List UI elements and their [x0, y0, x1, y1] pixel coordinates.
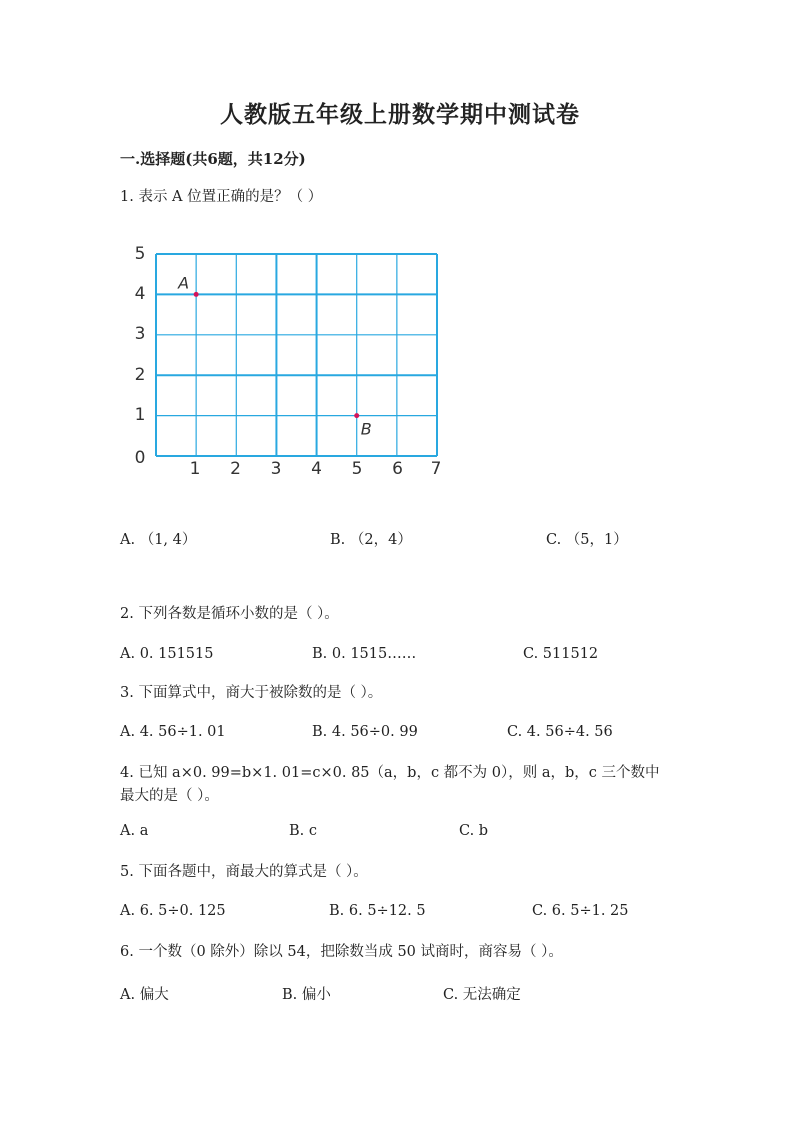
point-b-label: B — [360, 419, 372, 439]
q1-option-b: B. （2，4） — [330, 532, 412, 548]
q3-option-b: B. 4. 56÷0. 99 — [312, 724, 418, 740]
q3-option-c: C. 4. 56÷4. 56 — [507, 724, 613, 740]
x-tick-label: 4 — [311, 459, 322, 478]
question-5: 5. 下面各题中，商最大的算式是（ ）。 — [120, 864, 368, 880]
x-tick-label: 6 — [392, 459, 403, 478]
q4-option-a: A. a — [120, 823, 149, 839]
question-4-line-1: 4. 已知 a×0. 99=b×1. 01=c×0. 85（a，b，c 都不为 0），则 a，b，c 三个数中 — [120, 765, 660, 781]
q4-option-b: B. c — [289, 823, 317, 839]
q2-option-a: A. 0. 151515 — [120, 646, 214, 662]
page-title: 人教版五年级上册数学期中测试卷 — [220, 101, 580, 128]
question-4-line-2: 最大的是（ ）。 — [120, 788, 219, 804]
q4-option-c: C. b — [459, 823, 489, 839]
x-tick-label: 7 — [430, 459, 442, 478]
q1-option-c: C. （5，1） — [546, 532, 628, 548]
x-tick-label: 1 — [189, 459, 201, 478]
question-6: 6. 一个数（0 除外）除以 54，把除数当成 50 试商时，商容易（ ）。 — [120, 944, 563, 960]
x-tick-label: 2 — [230, 459, 241, 478]
x-tick-label: 3 — [270, 459, 282, 478]
q6-option-a: A. 偏大 — [120, 987, 169, 1003]
q5-option-a: A. 6. 5÷0. 125 — [120, 903, 226, 919]
y-tick-label: 1 — [134, 405, 146, 425]
section-heading: 一.选择题(共6题，共12分) — [120, 150, 306, 168]
point-a-marker — [194, 292, 199, 297]
q1-option-a: A. （1, 4） — [120, 532, 197, 548]
question-1: 1. 表示 A 位置正确的是？（ ） — [120, 189, 323, 205]
q2-option-c: C. 511512 — [523, 646, 599, 662]
y-tick-label: 2 — [134, 365, 146, 385]
coordinate-grid-svg — [124, 238, 454, 478]
y-tick-label: 4 — [134, 284, 146, 304]
point-b-marker — [354, 413, 359, 418]
point-a-label: A — [178, 273, 190, 293]
question-2: 2. 下列各数是循环小数的是（ ）。 — [120, 606, 339, 622]
q6-option-b: B. 偏小 — [282, 987, 331, 1003]
coordinate-grid — [124, 238, 454, 478]
y-tick-label: 5 — [134, 244, 146, 264]
q2-option-b: B. 0. 1515…… — [312, 646, 417, 662]
question-3: 3. 下面算式中，商大于被除数的是（ ）。 — [120, 685, 383, 701]
y-tick-label: 3 — [134, 324, 146, 344]
y-tick-label: 0 — [134, 448, 146, 468]
q3-option-a: A. 4. 56÷1. 01 — [120, 724, 226, 740]
grid-lines — [156, 254, 437, 456]
q5-option-c: C. 6. 5÷1. 25 — [532, 903, 629, 919]
x-axis-labels — [190, 459, 442, 478]
x-tick-label: 5 — [351, 459, 363, 478]
q5-option-b: B. 6. 5÷12. 5 — [329, 903, 426, 919]
y-axis-labels — [135, 244, 146, 468]
q6-option-c: C. 无法确定 — [443, 987, 521, 1003]
